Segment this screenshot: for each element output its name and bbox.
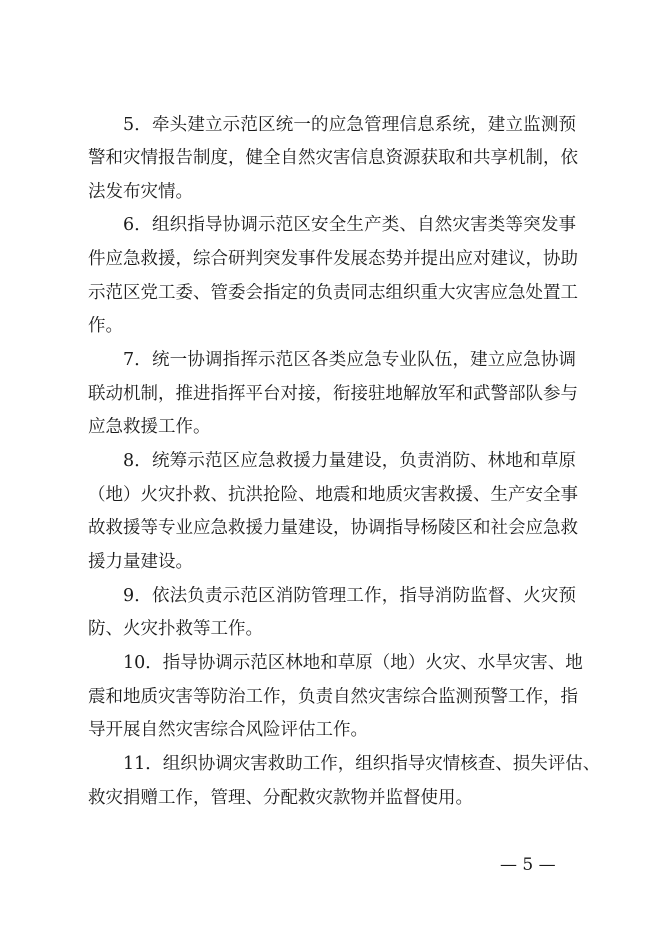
paragraph-line: 法发布灾情。 — [88, 182, 193, 202]
paragraph-line: 导开展自然灾害综合风险评估工作。 — [88, 720, 368, 740]
paragraph-line: 故救援等专业应急救援力量建设，协调指导杨陵区和社会应急救 — [88, 518, 578, 538]
paragraph-line: 救灾捐赠工作，管理、分配救灾款物并监督使用。 — [88, 788, 473, 808]
paragraph-line: 9．依法负责示范区消防管理工作，指导消防监督、火灾预 — [123, 586, 576, 606]
paragraph-line: 示范区党工委、管委会指定的负责同志组织重大灾害应急处置工 — [88, 283, 578, 303]
paragraph-line: 联动机制，推进指挥平台对接，衔接驻地解放军和武警部队参与 — [88, 384, 578, 404]
paragraph-line: 件应急救援，综合研判突发事件发展态势并提出应对建议，协助 — [88, 249, 578, 269]
paragraph-line: 援力量建设。 — [88, 552, 193, 572]
paragraph-line: 震和地质灾害等防治工作，负责自然灾害综合监测预警工作，指 — [88, 687, 578, 707]
paragraph-line: 作。 — [88, 316, 123, 336]
paragraph-line: 6．组织指导协调示范区安全生产类、自然灾害类等突发事 — [123, 215, 576, 235]
paragraph-line: 应急救援工作。 — [88, 417, 211, 437]
paragraph-line: 5．牵头建立示范区统一的应急管理信息系统，建立监测预 — [123, 115, 576, 135]
paragraph-line: （地）火灾扑救、抗洪抢险、地震和地质灾害救援、生产安全事 — [88, 485, 578, 505]
paragraph-line: 8．统筹示范区应急救援力量建设，负责消防、林地和草原 — [123, 451, 576, 471]
paragraph-line: 11．组织协调灾害救助工作，组织指导灾情核查、损失评估、 — [123, 754, 601, 774]
paragraph-line: 防、火灾扑救等工作。 — [88, 619, 263, 639]
paragraph-line: 10．指导协调示范区林地和草原（地）火灾、水旱灾害、地 — [123, 653, 583, 673]
paragraph-line: 警和灾情报告制度，健全自然灾害信息资源获取和共享机制，依 — [88, 148, 578, 168]
page-number: — 5 — — [500, 855, 556, 875]
paragraph-line: 7．统一协调指挥示范区各类应急专业队伍，建立应急协调 — [123, 350, 576, 370]
